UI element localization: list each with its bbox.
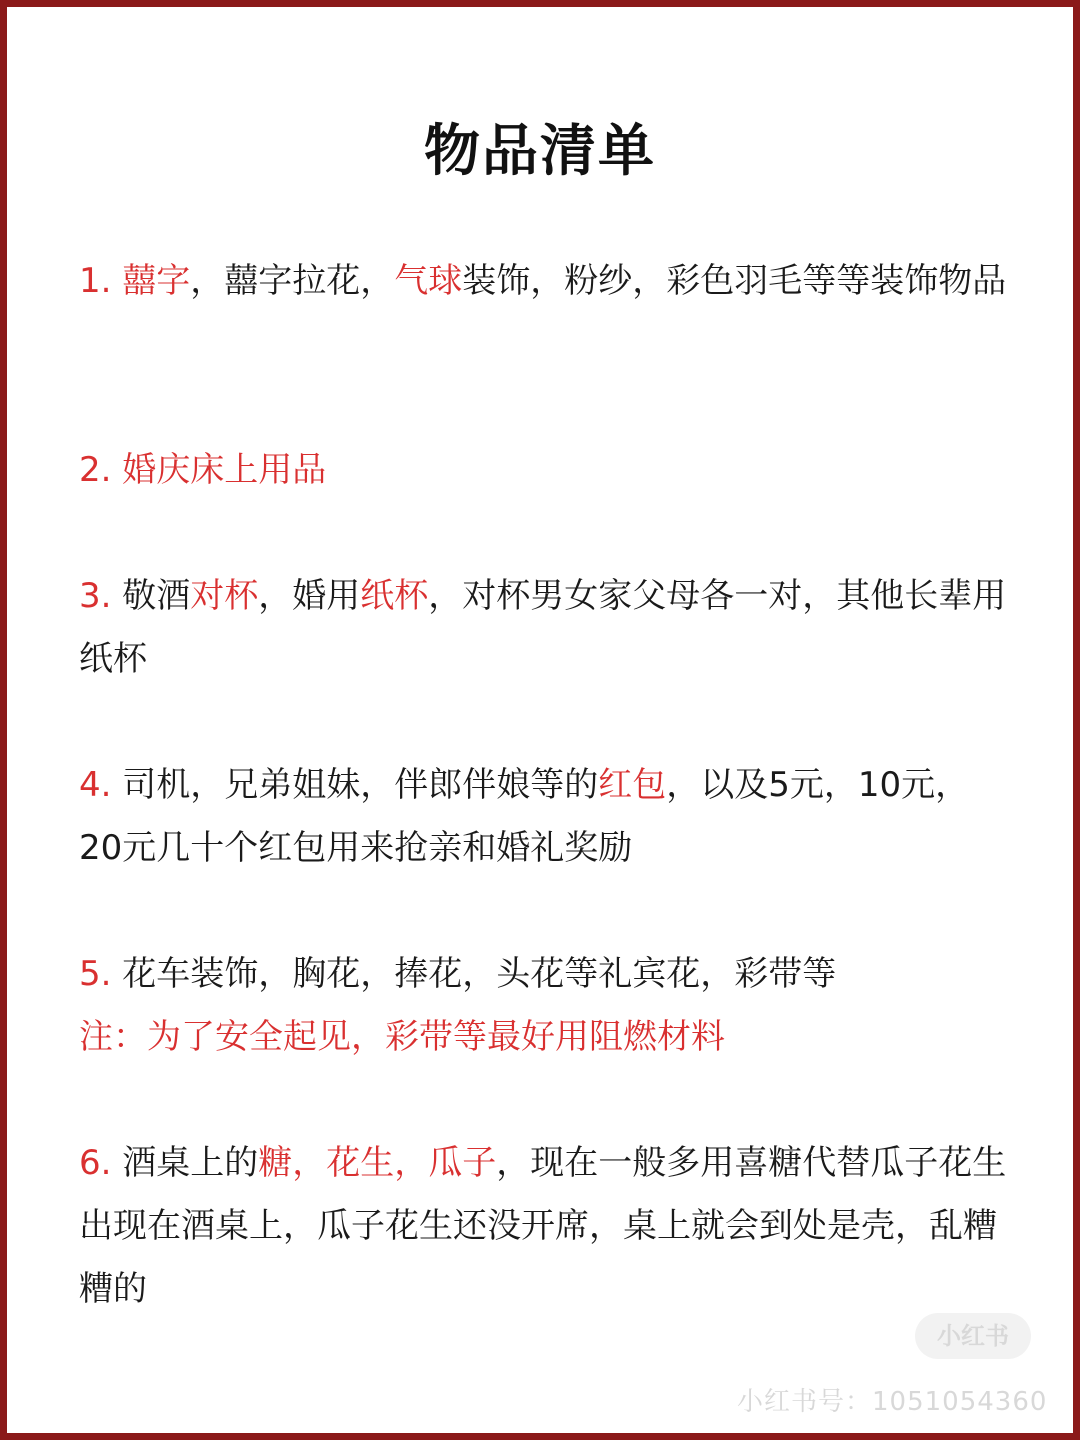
highlight-text: 对杯	[190, 576, 259, 616]
item-number: 6.	[79, 1143, 112, 1183]
page-title: 物品清单	[424, 119, 656, 184]
highlight-text: 婚庆床上用品	[122, 450, 327, 490]
item-text: 敬酒	[122, 576, 191, 616]
highlight-text: 纸杯	[360, 576, 429, 616]
list-item-3	[79, 565, 1009, 691]
item-number: 1.	[79, 261, 112, 301]
item-text: ，对杯男女家父母各一对，其他长辈用纸杯	[79, 576, 1007, 679]
item-text: ，婚用	[258, 576, 361, 616]
item-text: 花车装饰，胸花，捧花，头花等礼宾花，彩带等	[122, 954, 837, 994]
highlight-text: 气球	[394, 261, 463, 301]
safety-note: 注：为了安全起见，彩带等最好用阻燃材料	[79, 1017, 725, 1057]
item-text: 装饰，粉纱，彩色羽毛等等装饰物品	[462, 261, 1007, 301]
item-text: 酒桌上的	[122, 1143, 259, 1183]
watermark-id: 小红书号：1051054360	[737, 1387, 1048, 1417]
item-text: ，以及5元，10元，20元几十个红包用来抢亲和婚礼奖励	[79, 765, 970, 868]
highlight-text: 囍字	[122, 261, 191, 301]
list-item-5	[79, 943, 836, 1069]
highlight-text: 红包	[598, 765, 667, 805]
list-item-1	[79, 250, 1006, 313]
item-number: 2.	[79, 450, 112, 490]
item-number: 3.	[79, 576, 112, 616]
item-number: 4.	[79, 765, 112, 805]
highlight-text: 糖，花生，瓜子	[258, 1143, 497, 1183]
item-number: 5.	[79, 954, 112, 994]
list-item-6	[79, 1132, 1009, 1321]
list-item-2	[79, 439, 326, 502]
list-item-4	[79, 754, 1009, 880]
watermark-logo: 小红书	[915, 1313, 1031, 1359]
item-text: ，现在一般多用喜糖代替瓜子花生出现在酒桌上，瓜子花生还没开席，桌上就会到处是壳，乱糟糟的	[79, 1143, 1007, 1309]
item-text: 司机，兄弟姐妹，伴郎伴娘等的	[122, 765, 599, 805]
item-text: ，囍字拉花，	[190, 261, 395, 301]
